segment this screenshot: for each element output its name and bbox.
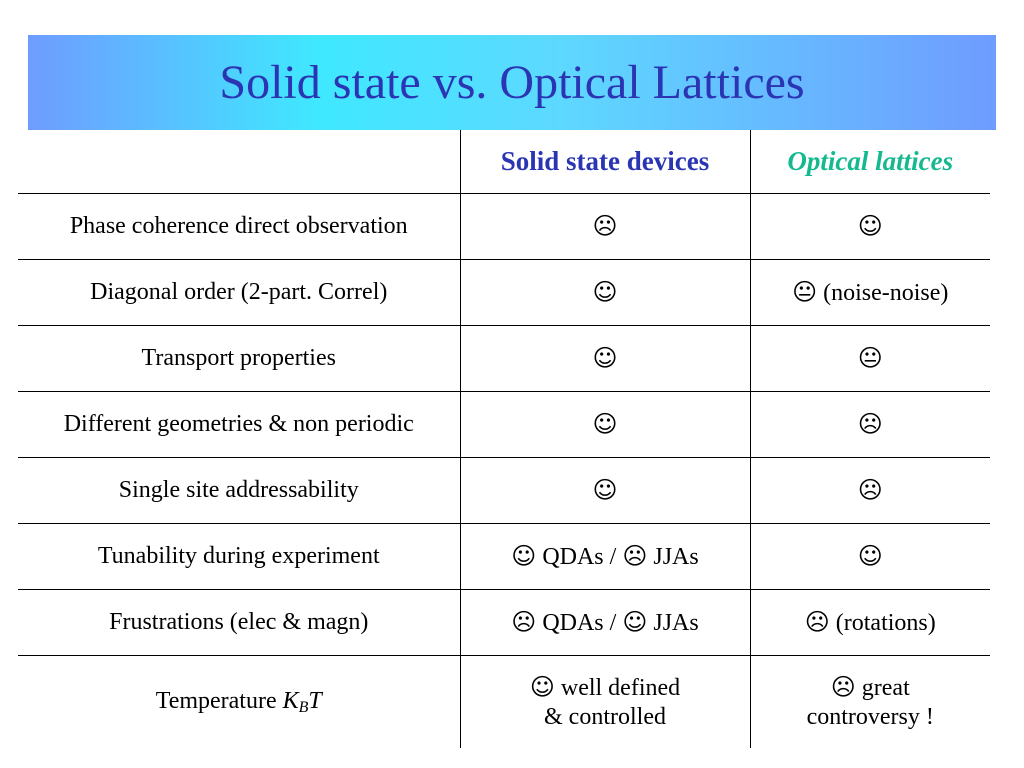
optical-line-1: great [861, 674, 910, 701]
solid-line-1: well defined [560, 674, 681, 701]
optical-cell [750, 260, 990, 326]
label-k: K [282, 687, 299, 714]
label-t: T [308, 687, 322, 714]
row-label: Phase coherence direct observation [18, 194, 460, 260]
sad-face-icon: ☹ [592, 211, 618, 240]
solid-cell [460, 656, 750, 749]
solid-note-a: QDAs / [542, 609, 617, 636]
table-row [18, 326, 990, 392]
solid-note-a: QDAs / [542, 543, 617, 570]
solid-cell [460, 260, 750, 326]
optical-cell [750, 392, 990, 458]
solid-cell [460, 326, 750, 392]
optical-line-2: controversy ! [806, 703, 934, 730]
optical-note: (rotations) [835, 609, 936, 636]
comparison-table [18, 130, 990, 748]
header-optical-lattices: Optical lattices [750, 130, 990, 194]
table-row [18, 260, 990, 326]
sad-face-icon: ☹ [857, 409, 883, 438]
row-label: Transport properties [18, 326, 460, 392]
sad-face-icon: ☹ [857, 475, 883, 504]
optical-cell [750, 194, 990, 260]
solid-note-b: JJAs [653, 543, 699, 570]
neutral-face-icon: 😐 [792, 277, 818, 306]
row-label [18, 656, 460, 749]
row-label: Frustrations (elec & magn) [18, 590, 460, 656]
happy-face-icon: ☺ [511, 541, 537, 570]
sad-face-icon: ☹ [622, 541, 648, 570]
slide-title: Solid state vs. Optical Lattices [219, 56, 805, 109]
solid-cell [460, 392, 750, 458]
sad-face-icon: ☹ [511, 607, 537, 636]
solid-cell [460, 458, 750, 524]
happy-face-icon: ☺ [857, 211, 883, 240]
happy-face-icon: ☺ [622, 607, 648, 636]
happy-face-icon: ☺ [529, 672, 555, 701]
table-row [18, 524, 990, 590]
solid-cell [460, 524, 750, 590]
solid-cell [460, 194, 750, 260]
happy-face-icon: ☺ [592, 475, 618, 504]
happy-face-icon: ☺ [592, 343, 618, 372]
optical-cell [750, 590, 990, 656]
optical-cell [750, 524, 990, 590]
row-label: Different geometries & non periodic [18, 392, 460, 458]
row-label: Single site addressability [18, 458, 460, 524]
table-row [18, 458, 990, 524]
optical-cell [750, 458, 990, 524]
neutral-face-icon: 😐 [857, 343, 883, 372]
happy-face-icon: ☺ [592, 277, 618, 306]
header-solid-state: Solid state devices [460, 130, 750, 194]
optical-cell [750, 326, 990, 392]
title-banner [28, 35, 996, 130]
sad-face-icon: ☹ [830, 672, 856, 701]
optical-cell [750, 656, 990, 749]
optical-note: (noise-noise) [823, 279, 949, 306]
table-row [18, 194, 990, 260]
row-label: Tunability during experiment [18, 524, 460, 590]
happy-face-icon: ☺ [857, 541, 883, 570]
happy-face-icon: ☺ [592, 409, 618, 438]
table-row [18, 392, 990, 458]
solid-note-b: JJAs [653, 609, 699, 636]
header-empty [18, 130, 460, 194]
row-label: Diagonal order (2-part. Correl) [18, 260, 460, 326]
solid-line-2: & controlled [544, 703, 666, 730]
table-header-row [18, 130, 990, 194]
label-prefix: Temperature [155, 687, 277, 714]
label-b-subscript: B [298, 698, 309, 716]
solid-cell [460, 590, 750, 656]
table-row [18, 590, 990, 656]
table-row [18, 656, 990, 749]
sad-face-icon: ☹ [804, 607, 830, 636]
